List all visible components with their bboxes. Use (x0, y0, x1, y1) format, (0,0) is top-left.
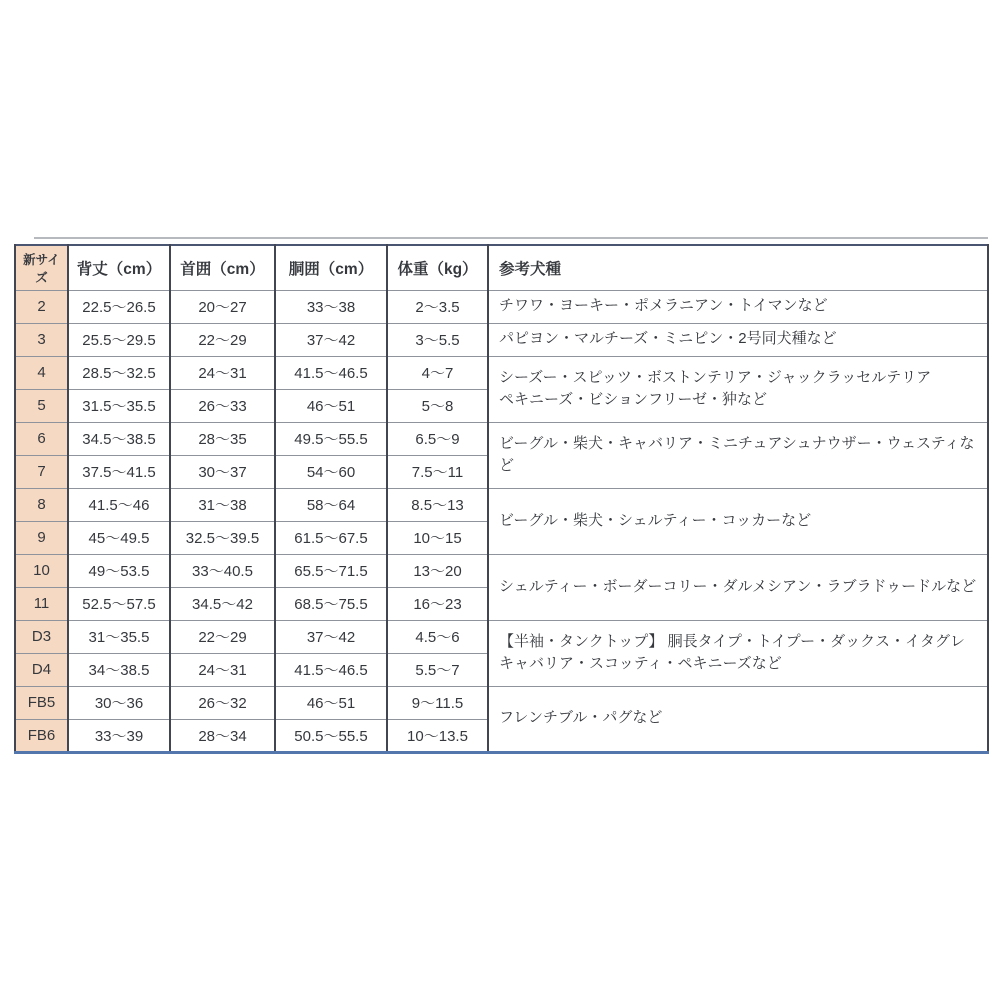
girth-cell: 37～42 (275, 323, 387, 356)
breeds-text: キャバリア・スコッティ・ペキニーズなど (499, 655, 782, 672)
breeds-cell (488, 323, 988, 356)
girth-cell: 41.5～46.5 (275, 356, 387, 389)
weight-cell: 2～3.5 (387, 290, 488, 323)
back-length-cell: 34.5～38.5 (68, 422, 170, 455)
header-row (15, 245, 988, 290)
breeds-text: フレンチブル・パグなど (499, 709, 663, 727)
size-cell: D3 (15, 620, 68, 653)
col-header-size: 新サイズ (15, 245, 68, 290)
table-row (15, 554, 988, 587)
col-header-reference-breeds: 参考犬種 (488, 245, 988, 290)
breeds-text: チワワ・ヨーキー・ポメラニアン・トイマンなど (499, 297, 828, 315)
neck-cell: 22～29 (170, 323, 275, 356)
weight-cell: 6.5～9 (387, 422, 488, 455)
weight-cell: 5～8 (387, 389, 488, 422)
back-length-cell: 31～35.5 (68, 620, 170, 653)
neck-cell: 24～31 (170, 356, 275, 389)
back-length-cell: 25.5～29.5 (68, 323, 170, 356)
size-cell: 2 (15, 290, 68, 323)
size-cell: 7 (15, 455, 68, 488)
neck-cell: 26～32 (170, 686, 275, 719)
size-cell: FB6 (15, 719, 68, 752)
breeds-text: 【半袖・タンクトップ】 胴長タイプ・トイプー・ダックス・イタグレ (499, 632, 966, 650)
col-header-weight: 体重（kg） (387, 245, 488, 290)
weight-cell: 3～5.5 (387, 323, 488, 356)
breeds-text: ビーグル・柴犬・キャバリア・ミニチュアシュナウザー・ウェスティなど (499, 434, 975, 474)
weight-cell: 7.5～11 (387, 455, 488, 488)
weight-cell: 10～15 (387, 521, 488, 554)
girth-cell: 58～64 (275, 488, 387, 521)
neck-cell: 24～31 (170, 653, 275, 686)
back-length-cell: 49～53.5 (68, 554, 170, 587)
weight-cell: 5.5～7 (387, 653, 488, 686)
size-cell: D4 (15, 653, 68, 686)
neck-cell: 33～40.5 (170, 554, 275, 587)
size-chart-table (14, 244, 989, 754)
size-cell: 10 (15, 554, 68, 587)
size-chart-container (14, 244, 989, 754)
breeds-text: ペキニーズ・ビションフリーゼ・狆など (499, 391, 768, 408)
table-row (15, 323, 988, 356)
size-cell: 9 (15, 521, 68, 554)
breeds-cell (488, 356, 988, 422)
neck-cell: 28～35 (170, 422, 275, 455)
back-length-cell: 22.5～26.5 (68, 290, 170, 323)
size-cell: 4 (15, 356, 68, 389)
neck-cell: 26～33 (170, 389, 275, 422)
table-row (15, 422, 988, 455)
scan-artifact-line (34, 237, 988, 239)
girth-cell: 68.5～75.5 (275, 587, 387, 620)
breeds-text: シーズー・スピッツ・ボストンテリア・ジャックラッセルテリア (499, 368, 932, 386)
neck-cell: 32.5～39.5 (170, 521, 275, 554)
breeds-cell (488, 686, 988, 752)
col-header-neck-girth: 首囲（cm） (170, 245, 275, 290)
table-row (15, 290, 988, 323)
back-length-cell: 37.5～41.5 (68, 455, 170, 488)
weight-cell: 9～11.5 (387, 686, 488, 719)
girth-cell: 33～38 (275, 290, 387, 323)
back-length-cell: 52.5～57.5 (68, 587, 170, 620)
neck-cell: 30～37 (170, 455, 275, 488)
table-row (15, 620, 988, 653)
girth-cell: 54～60 (275, 455, 387, 488)
breeds-text: シェルティー・ボーダーコリー・ダルメシアン・ラブラドゥードルなど (499, 577, 977, 595)
table-row (15, 488, 988, 521)
weight-cell: 13～20 (387, 554, 488, 587)
girth-cell: 61.5～67.5 (275, 521, 387, 554)
size-cell: 8 (15, 488, 68, 521)
breeds-cell (488, 290, 988, 323)
neck-cell: 28～34 (170, 719, 275, 752)
breeds-cell (488, 422, 988, 488)
breeds-text: ビーグル・柴犬・シェルティー・コッカーなど (499, 511, 812, 529)
back-length-cell: 34～38.5 (68, 653, 170, 686)
back-length-cell: 28.5～32.5 (68, 356, 170, 389)
breeds-cell (488, 488, 988, 554)
neck-cell: 20～27 (170, 290, 275, 323)
breeds-cell (488, 620, 988, 686)
girth-cell: 46～51 (275, 686, 387, 719)
col-header-chest-girth: 胴囲（cm） (275, 245, 387, 290)
neck-cell: 34.5～42 (170, 587, 275, 620)
breeds-text: パピヨン・マルチーズ・ミニピン・2号同犬種など (499, 330, 837, 348)
girth-cell: 37～42 (275, 620, 387, 653)
back-length-cell: 33～39 (68, 719, 170, 752)
weight-cell: 16～23 (387, 587, 488, 620)
weight-cell: 4.5～6 (387, 620, 488, 653)
weight-cell: 8.5～13 (387, 488, 488, 521)
breeds-cell (488, 554, 988, 620)
table-row (15, 356, 988, 389)
weight-cell: 10～13.5 (387, 719, 488, 752)
col-header-back-length: 背丈（cm） (68, 245, 170, 290)
back-length-cell: 30～36 (68, 686, 170, 719)
size-cell: 3 (15, 323, 68, 356)
back-length-cell: 45～49.5 (68, 521, 170, 554)
girth-cell: 41.5～46.5 (275, 653, 387, 686)
girth-cell: 46～51 (275, 389, 387, 422)
back-length-cell: 41.5～46 (68, 488, 170, 521)
neck-cell: 22～29 (170, 620, 275, 653)
girth-cell: 50.5～55.5 (275, 719, 387, 752)
size-cell: FB5 (15, 686, 68, 719)
girth-cell: 49.5～55.5 (275, 422, 387, 455)
table-row (15, 686, 988, 719)
size-cell: 6 (15, 422, 68, 455)
size-cell: 11 (15, 587, 68, 620)
size-cell: 5 (15, 389, 68, 422)
neck-cell: 31～38 (170, 488, 275, 521)
back-length-cell: 31.5～35.5 (68, 389, 170, 422)
girth-cell: 65.5～71.5 (275, 554, 387, 587)
weight-cell: 4～7 (387, 356, 488, 389)
